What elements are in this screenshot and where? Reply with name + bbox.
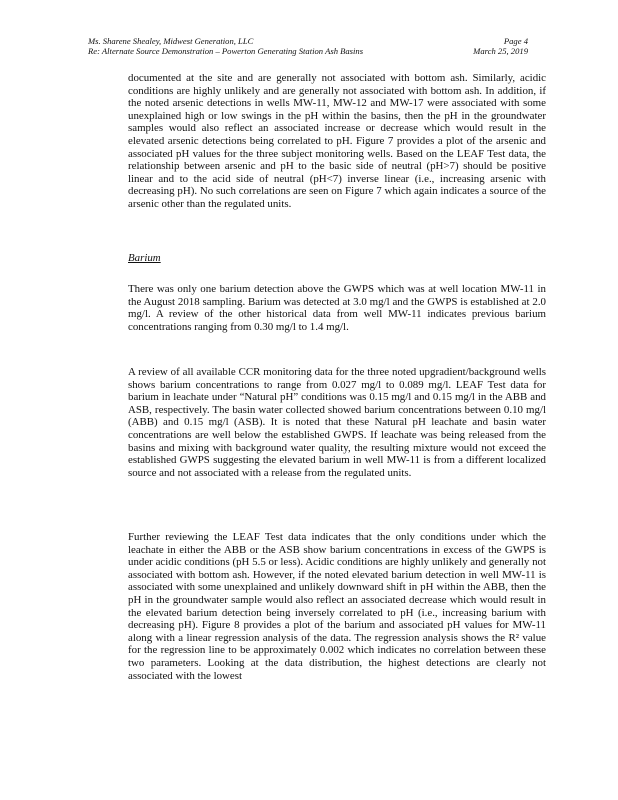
paragraph-barium-background: A review of all available CCR monitoring data for the three noted upgradient/background wells shows barium concentrations to range from 0.027 mg/l to 0.089 mg/l. LEAF Test data for barium in leachate under “Natural pH” conditions was 0.15 mg/l and 0.15 mg/l in the ABB and ASB, respectively. The basin water collected showed barium concentrations between 0.10 mg/l (ABB) and 0.15 mg/l (ASB). It is noted that these Natural pH leachate and basin water concentrations are well below the established GWPS. If leachate was being released from the basins and mixing with background water quality, the resulting mixture would not exceed the established GWPS suggesting the elevated barium in well MW-11 is from a different localized source and not associated with a release from the regulated units. — [128, 366, 546, 479]
header-subject: Re: Alternate Source Demonstration – Powerton Generating Station Ash Basins — [88, 46, 364, 56]
header-row-2 — [88, 46, 528, 56]
paragraph-barium-leaf-analysis: Further reviewing the LEAF Test data indicates that the only conditions under which the leachate in either the ABB or the ASB show barium concentrations in excess of the GWPS is under acidic conditions (pH 5.5 or less). Acidic conditions are highly unlikely and generally not associated with bottom ash. However, if the noted elevated barium detection in well MW-11 is associated with some unexplained and unlikely downward shift in pH within the ABB, then the pH in the groundwater sample would also reflect an associated decrease which would result in the elevated barium detection being inversely correlated to pH (i.e., increasing barium with decreasing pH). Figure 8 provides a plot of the barium and associated pH values for MW-11 along with a linear regression analysis of the data. The regression analysis shows the R² value for the regression line to be approximately 0.002 which indicates no correlation between these two parameters. Looking at the data distribution, the highest detections are clearly not associated with the lowest — [128, 531, 546, 682]
paragraph-barium-detection: There was only one barium detection above the GWPS which was at well location MW-11 in the August 2018 sampling. Barium was detected at 3.0 mg/l and the GWPS is established at 2.0 mg/l. A review of the other historical data from well MW-11 indicates previous barium concentrations ranging from 0.30 mg/l to 1.4 mg/l. — [128, 283, 546, 333]
section-heading-barium: Barium — [128, 252, 161, 264]
paragraph-arsenic-discussion: documented at the site and are generally not associated with bottom ash. Similarly, acidic conditions are highly unlikely and are generally not associated with bottom ash. In addition, if the noted arsenic detections in wells MW-11, MW-12 and MW-17 were associated with some unexplained high or low swings in the pH within the basins, then the pH in the groundwater samples would also reflect an associated increase or decrease which would result in the elevated arsenic detections being correlated to pH. Figure 7 provides a plot of the arsenic and associated pH values for the three subject monitoring wells. Based on the LEAF Test data, the relationship between arsenic and pH to the basic side of neutral (pH>7) should be positive linear and to the acid side of neutral (pH<7) inverse linear (i.e., increasing arsenic with decreasing pH). No such correlations are seen on Figure 7 which again indicates a source of the arsenic other than the regulated units. — [128, 72, 546, 210]
header-row-1 — [88, 36, 528, 46]
header-date: March 25, 2019 — [473, 46, 528, 56]
header-page-number: Page 4 — [503, 36, 528, 46]
letter-header — [88, 36, 528, 56]
header-recipient: Ms. Sharene Shealey, Midwest Generation, LLC — [88, 36, 254, 46]
